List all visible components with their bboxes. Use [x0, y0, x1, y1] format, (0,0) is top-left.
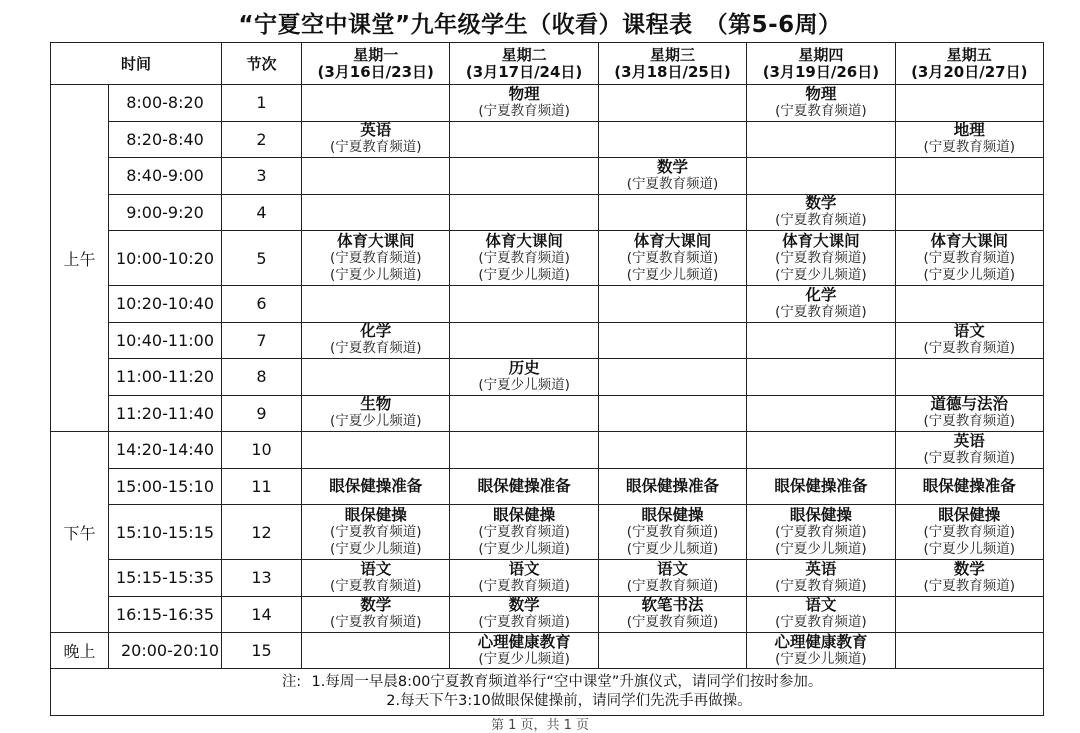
- empty-cell: [302, 432, 450, 469]
- channel-name: (宁夏教育频道): [329, 340, 422, 357]
- empty-cell: [895, 158, 1043, 195]
- class-cell: [747, 560, 895, 597]
- subject-name: 软笔书法: [641, 596, 704, 615]
- empty-cell: [598, 395, 746, 432]
- empty-cell: [302, 286, 450, 323]
- schedule-row: [51, 468, 1044, 505]
- empty-cell: [895, 286, 1043, 323]
- schedule-row: [51, 432, 1044, 469]
- channel-name: (宁夏教育频道): [329, 523, 422, 540]
- subject-name: 生物: [360, 395, 392, 414]
- class-cell: [895, 468, 1043, 505]
- class-cell: [895, 560, 1043, 597]
- channel-name: (宁夏教育频道): [923, 577, 1016, 594]
- subject-name: 语文: [805, 596, 837, 615]
- channel-name: (宁夏教育频道): [775, 614, 867, 631]
- subject-name: 眼保健操: [344, 505, 407, 524]
- class-cell: [450, 85, 598, 122]
- channel-name: (宁夏教育频道): [329, 139, 422, 156]
- subject-name: 体育大课间: [633, 231, 712, 250]
- channel-name: (宁夏教育频道): [478, 249, 570, 266]
- schedule-row: [51, 231, 1044, 286]
- class-cell: [450, 505, 598, 560]
- schedule-row: [51, 322, 1044, 359]
- class-cell: [895, 231, 1043, 286]
- notes: [51, 669, 1044, 716]
- period-evening: 晚上: [51, 633, 109, 669]
- channel-name: (宁夏教育频道): [923, 449, 1016, 466]
- channel-name: (宁夏教育频道): [775, 577, 867, 594]
- subject-name: 体育大课间: [782, 231, 860, 250]
- class-cell: [302, 468, 450, 505]
- channel-name: (宁夏少儿频道): [478, 650, 570, 667]
- channel-name: (宁夏教育频道): [923, 340, 1016, 357]
- channel-name: (宁夏教育频道): [923, 523, 1016, 540]
- period-morning: 上午: [51, 85, 109, 432]
- schedule-table: [50, 42, 1044, 716]
- channel-name: (宁夏教育频道): [329, 577, 422, 594]
- time-cell: 10:00-10:20: [109, 231, 222, 286]
- class-cell: [302, 560, 450, 597]
- empty-cell: [747, 158, 895, 195]
- subject-name: 体育大课间: [930, 231, 1009, 250]
- empty-cell: [895, 359, 1043, 396]
- time-cell: 11:00-11:20: [109, 359, 222, 396]
- subject-name: 眼保健操: [641, 505, 704, 524]
- time-cell: 9:00-9:20: [109, 194, 222, 231]
- header-period: 节次: [222, 43, 302, 85]
- subject-name: 眼保健操准备: [625, 476, 719, 495]
- class-cell: [895, 505, 1043, 560]
- class-cell: [450, 359, 598, 396]
- class-cell: [302, 231, 450, 286]
- empty-cell: [450, 432, 598, 469]
- channel-name: (宁夏少儿频道): [478, 266, 570, 283]
- time-cell: 8:20-8:40: [109, 121, 222, 158]
- schedule-row: [51, 633, 1044, 669]
- class-cell: [450, 560, 598, 597]
- class-cell: [450, 231, 598, 286]
- empty-cell: [747, 121, 895, 158]
- subject-name: 眼保健操准备: [774, 476, 868, 495]
- time-cell: 15:15-15:35: [109, 560, 222, 597]
- channel-name: (宁夏少儿频道): [478, 540, 570, 557]
- subject-name: 语文: [953, 322, 985, 341]
- subject-name: 数学: [953, 559, 985, 578]
- header-day: [747, 43, 895, 85]
- empty-cell: [450, 322, 598, 359]
- header-day: [598, 43, 746, 85]
- empty-cell: [895, 633, 1043, 669]
- channel-name: (宁夏少儿频道): [923, 266, 1016, 283]
- time-cell: 14:20-14:40: [109, 432, 222, 469]
- class-cell: [598, 596, 746, 633]
- class-cell: [302, 395, 450, 432]
- subject-name: 历史: [508, 358, 540, 377]
- period-number: 12: [222, 505, 302, 560]
- class-cell: [895, 432, 1043, 469]
- empty-cell: [450, 158, 598, 195]
- day-dates: (3月16日/23日): [317, 62, 434, 81]
- subject-name: 数学: [508, 596, 540, 615]
- schedule-row: [51, 286, 1044, 323]
- schedule-row: [51, 505, 1044, 560]
- class-cell: [302, 505, 450, 560]
- channel-name: (宁夏少儿频道): [626, 266, 719, 283]
- schedule-row: [51, 395, 1044, 432]
- subject-name: 数学: [656, 157, 688, 176]
- subject-name: 化学: [360, 322, 392, 341]
- subject-name: 英语: [953, 431, 985, 450]
- empty-cell: [598, 286, 746, 323]
- channel-name: (宁夏教育频道): [775, 523, 867, 540]
- period-afternoon: 下午: [51, 432, 109, 633]
- note-line-2: 2.每天下午3:10做眼保健操前，请同学们先洗手再做操。: [386, 693, 752, 709]
- subject-name: 语文: [656, 559, 688, 578]
- page-title: “宁夏空中课堂”九年级学生（收看）课程表 （第5-6周）: [238, 12, 842, 38]
- page-footer: 第 1 页，共 1 页: [490, 718, 590, 733]
- channel-name: (宁夏教育频道): [329, 614, 422, 631]
- period-number: 2: [222, 121, 302, 158]
- period-number: 1: [222, 85, 302, 122]
- channel-name: (宁夏少儿频道): [923, 540, 1016, 557]
- empty-cell: [747, 395, 895, 432]
- subject-name: 地理: [953, 121, 985, 140]
- class-cell: [302, 121, 450, 158]
- header-day: [895, 43, 1043, 85]
- period-number: 11: [222, 468, 302, 505]
- day-name: 星期三: [649, 45, 695, 64]
- time-cell: 10:20-10:40: [109, 286, 222, 323]
- subject-name: 眼保健操: [938, 505, 1001, 524]
- channel-name: (宁夏少儿频道): [775, 540, 867, 557]
- class-cell: [747, 85, 895, 122]
- channel-name: (宁夏教育频道): [923, 249, 1016, 266]
- channel-name: (宁夏教育频道): [923, 413, 1016, 430]
- period-number: 10: [222, 432, 302, 469]
- class-cell: [747, 286, 895, 323]
- class-cell: [895, 121, 1043, 158]
- period-number: 4: [222, 194, 302, 231]
- class-cell: [598, 468, 746, 505]
- channel-name: (宁夏少儿频道): [775, 650, 867, 667]
- empty-cell: [598, 322, 746, 359]
- class-cell: [747, 468, 895, 505]
- empty-cell: [747, 322, 895, 359]
- schedule-row: [51, 359, 1044, 396]
- class-cell: [747, 596, 895, 633]
- day-dates: (3月20日/27日): [911, 62, 1028, 81]
- time-cell: 15:10-15:15: [109, 505, 222, 560]
- day-name: 星期二: [501, 45, 547, 64]
- schedule-row: [51, 121, 1044, 158]
- class-cell: [747, 505, 895, 560]
- header-day: [302, 43, 450, 85]
- empty-cell: [598, 359, 746, 396]
- empty-cell: [302, 194, 450, 231]
- channel-name: (宁夏教育频道): [923, 139, 1016, 156]
- channel-name: (宁夏教育频道): [626, 249, 719, 266]
- channel-name: (宁夏教育频道): [626, 175, 719, 192]
- time-cell: 16:15-16:35: [109, 596, 222, 633]
- channel-name: (宁夏教育频道): [775, 212, 867, 229]
- period-number: 5: [222, 231, 302, 286]
- class-cell: [598, 505, 746, 560]
- class-cell: [450, 596, 598, 633]
- channel-name: (宁夏教育频道): [626, 577, 719, 594]
- channel-name: (宁夏少儿频道): [478, 376, 570, 393]
- subject-name: 物理: [805, 84, 837, 103]
- subject-name: 眼保健操: [493, 505, 556, 524]
- class-cell: [895, 322, 1043, 359]
- channel-name: (宁夏教育频道): [478, 523, 570, 540]
- subject-name: 英语: [360, 121, 392, 140]
- channel-name: (宁夏教育频道): [478, 102, 570, 119]
- schedule-row: [51, 85, 1044, 122]
- time-cell: 11:20-11:40: [109, 395, 222, 432]
- header-row: [51, 43, 1044, 85]
- schedule-row: [51, 560, 1044, 597]
- day-dates: (3月19日/26日): [762, 62, 880, 81]
- empty-cell: [747, 432, 895, 469]
- channel-name: (宁夏教育频道): [775, 249, 867, 266]
- channel-name: (宁夏教育频道): [775, 102, 867, 119]
- subject-name: 语文: [360, 559, 392, 578]
- channel-name: (宁夏少儿频道): [775, 266, 867, 283]
- empty-cell: [450, 194, 598, 231]
- day-name: 星期一: [353, 45, 399, 64]
- empty-cell: [302, 633, 450, 669]
- time-cell: 8:00-8:20: [109, 85, 222, 122]
- note-line-1: 注: 1.每周一早晨8:00宁夏教育频道举行“空中课堂”升旗仪式，请同学们按时参加。: [51, 673, 1043, 692]
- empty-cell: [747, 359, 895, 396]
- period-number: 3: [222, 158, 302, 195]
- notes-label: 注:: [281, 674, 302, 690]
- class-cell: [895, 395, 1043, 432]
- period-number: 6: [222, 286, 302, 323]
- empty-cell: [302, 359, 450, 396]
- class-cell: [747, 231, 895, 286]
- day-dates: (3月18日/25日): [614, 62, 731, 81]
- channel-name: (宁夏教育频道): [626, 614, 719, 631]
- empty-cell: [598, 121, 746, 158]
- class-cell: [747, 194, 895, 231]
- subject-name: 心理健康教育: [774, 632, 868, 651]
- class-cell: [302, 322, 450, 359]
- empty-cell: [598, 194, 746, 231]
- channel-name: (宁夏教育频道): [329, 249, 422, 266]
- class-cell: [450, 633, 598, 669]
- subject-name: 心理健康教育: [477, 632, 571, 651]
- channel-name: (宁夏少儿频道): [329, 540, 422, 557]
- subject-name: 眼保健操: [789, 505, 852, 524]
- class-cell: [598, 560, 746, 597]
- notes-row: [51, 669, 1044, 716]
- time-cell: 10:40-11:00: [109, 322, 222, 359]
- empty-cell: [598, 85, 746, 122]
- class-cell: [598, 231, 746, 286]
- channel-name: (宁夏教育频道): [478, 577, 570, 594]
- channel-name: (宁夏教育频道): [626, 523, 719, 540]
- subject-name: 英语: [805, 559, 837, 578]
- subject-name: 道德与法治: [930, 395, 1009, 414]
- day-name: 星期四: [798, 45, 844, 64]
- class-cell: [450, 468, 598, 505]
- empty-cell: [598, 633, 746, 669]
- subject-name: 体育大课间: [485, 231, 563, 250]
- empty-cell: [895, 194, 1043, 231]
- subject-name: 语文: [508, 559, 540, 578]
- empty-cell: [598, 432, 746, 469]
- subject-name: 体育大课间: [336, 231, 415, 250]
- schedule-row: [51, 596, 1044, 633]
- header-day: [450, 43, 598, 85]
- time-cell: 8:40-9:00: [109, 158, 222, 195]
- empty-cell: [450, 286, 598, 323]
- empty-cell: [450, 121, 598, 158]
- subject-name: 数学: [360, 596, 392, 615]
- subject-name: 化学: [805, 285, 837, 304]
- time-cell: 20:00-20:10: [109, 633, 222, 669]
- empty-cell: [895, 596, 1043, 633]
- class-cell: [747, 633, 895, 669]
- schedule-row: [51, 194, 1044, 231]
- period-number: 13: [222, 560, 302, 597]
- period-number: 14: [222, 596, 302, 633]
- subject-name: 物理: [508, 84, 540, 103]
- subject-name: 数学: [805, 194, 837, 213]
- class-cell: [302, 596, 450, 633]
- time-cell: 15:00-15:10: [109, 468, 222, 505]
- class-cell: [598, 158, 746, 195]
- channel-name: (宁夏少儿频道): [626, 540, 719, 557]
- empty-cell: [895, 85, 1043, 122]
- period-number: 9: [222, 395, 302, 432]
- channel-name: (宁夏教育频道): [775, 303, 867, 320]
- empty-cell: [302, 85, 450, 122]
- empty-cell: [450, 395, 598, 432]
- day-dates: (3月17日/24日): [465, 62, 583, 81]
- empty-cell: [302, 158, 450, 195]
- subject-name: 眼保健操准备: [922, 476, 1016, 495]
- period-number: 8: [222, 359, 302, 396]
- channel-name: (宁夏少儿频道): [329, 266, 422, 283]
- schedule-row: [51, 158, 1044, 195]
- subject-name: 眼保健操准备: [477, 476, 571, 495]
- period-number: 7: [222, 322, 302, 359]
- channel-name: (宁夏教育频道): [478, 614, 570, 631]
- channel-name: (宁夏少儿频道): [329, 413, 422, 430]
- period-number: 15: [222, 633, 302, 669]
- subject-name: 眼保健操准备: [329, 476, 423, 495]
- header-time: 时间: [51, 43, 222, 85]
- day-name: 星期五: [946, 45, 992, 64]
